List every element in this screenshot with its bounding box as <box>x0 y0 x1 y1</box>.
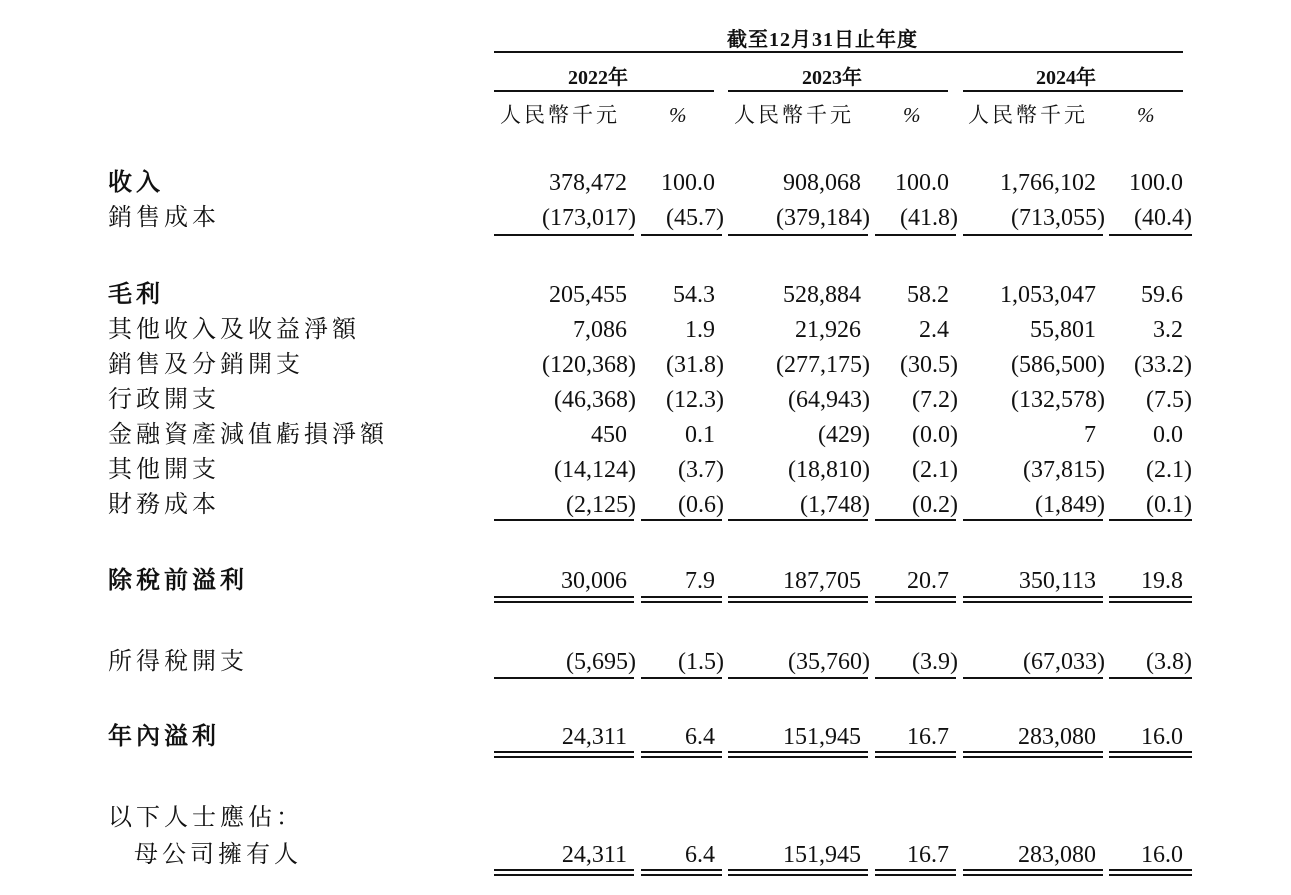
table-cell: (132,578) <box>1011 387 1105 413</box>
table-cell: (713,055) <box>1011 205 1105 231</box>
total-double-rule <box>728 596 868 603</box>
subtotal-rule <box>1109 519 1192 521</box>
table-cell: 7.9 <box>685 568 715 594</box>
year-2022-rule <box>494 90 714 92</box>
table-cell: 24,311 <box>561 724 627 750</box>
table-cell: 30,006 <box>561 568 627 594</box>
table-cell: 0.0 <box>1153 422 1183 448</box>
row-label-selling-expenses: 銷售及分銷開支 <box>108 352 304 378</box>
row-label-other-income: 其他收入及收益淨額 <box>108 317 360 343</box>
year-2024-rule <box>963 90 1183 92</box>
subtotal-rule <box>963 519 1103 521</box>
table-cell: (5,695) <box>566 649 636 675</box>
subtotal-rule <box>963 234 1103 236</box>
total-double-rule <box>963 596 1103 603</box>
total-double-rule <box>1109 596 1192 603</box>
table-cell: (64,943) <box>788 387 870 413</box>
table-cell: (173,017) <box>542 205 636 231</box>
row-label-admin-expenses: 行政開支 <box>108 387 220 413</box>
table-cell: 151,945 <box>783 842 861 868</box>
row-label-profit-for-year: 年內溢利 <box>108 724 220 750</box>
year-2023-rule <box>728 90 948 92</box>
total-double-rule <box>494 869 634 876</box>
total-double-rule <box>963 869 1103 876</box>
table-cell: 20.7 <box>907 568 949 594</box>
table-cell: 450 <box>591 422 627 448</box>
table-cell: 0.1 <box>685 422 715 448</box>
subtotal-rule <box>875 677 956 679</box>
table-cell: (46,368) <box>554 387 636 413</box>
table-cell: 283,080 <box>1018 724 1096 750</box>
table-cell: (35,760) <box>788 649 870 675</box>
total-double-rule <box>875 751 956 758</box>
row-label-finance-costs: 財務成本 <box>108 492 220 518</box>
table-cell: 2.4 <box>919 317 949 343</box>
table-cell: (18,810) <box>788 457 870 483</box>
unit-amount-2022: 人民幣千元 <box>500 103 620 127</box>
table-cell: (7.2) <box>912 387 958 413</box>
table-cell: 378,472 <box>549 170 627 196</box>
row-label-income-tax: 所得稅開支 <box>108 649 248 675</box>
row-label-other-expenses: 其他開支 <box>108 457 220 483</box>
table-cell: 6.4 <box>685 842 715 868</box>
table-cell: 283,080 <box>1018 842 1096 868</box>
table-cell: 100.0 <box>1129 170 1183 196</box>
table-cell: (7.5) <box>1146 387 1192 413</box>
table-cell: (3.8) <box>1146 649 1192 675</box>
table-cell: 54.3 <box>673 282 715 308</box>
table-cell: (379,184) <box>776 205 870 231</box>
subtotal-rule <box>875 234 956 236</box>
table-cell: (1.5) <box>678 649 724 675</box>
table-cell: (586,500) <box>1011 352 1105 378</box>
table-cell: (2.1) <box>1146 457 1192 483</box>
table-cell: (40.4) <box>1134 205 1192 231</box>
unit-pct-2024: % <box>1137 103 1158 127</box>
total-double-rule <box>875 596 956 603</box>
total-double-rule <box>1109 869 1192 876</box>
table-cell: (0.0) <box>912 422 958 448</box>
row-label-attributable: 以下人士應佔： <box>108 805 304 831</box>
subtotal-rule <box>494 234 634 236</box>
year-2023-header: 2023年 <box>802 67 862 89</box>
subtotal-rule <box>728 677 868 679</box>
table-cell: 19.8 <box>1141 568 1183 594</box>
subtotal-rule <box>875 519 956 521</box>
table-cell: 151,945 <box>783 724 861 750</box>
table-cell: (3.9) <box>912 649 958 675</box>
table-cell: (45.7) <box>666 205 724 231</box>
subtotal-rule <box>1109 234 1192 236</box>
table-cell: 59.6 <box>1141 282 1183 308</box>
table-cell: 187,705 <box>783 568 861 594</box>
total-double-rule <box>494 596 634 603</box>
total-double-rule <box>641 869 722 876</box>
table-cell: (1,849) <box>1035 492 1105 518</box>
period-rule <box>494 51 1183 53</box>
subtotal-rule <box>963 677 1103 679</box>
total-double-rule <box>728 869 868 876</box>
table-cell: 16.7 <box>907 842 949 868</box>
row-label-profit-before-tax: 除稅前溢利 <box>108 568 248 594</box>
table-cell: (37,815) <box>1023 457 1105 483</box>
total-double-rule <box>728 751 868 758</box>
table-cell: 100.0 <box>895 170 949 196</box>
table-cell: 16.0 <box>1141 842 1183 868</box>
table-cell: (67,033) <box>1023 649 1105 675</box>
row-label-gross-profit: 毛利 <box>108 282 164 308</box>
total-double-rule <box>494 751 634 758</box>
unit-amount-2024: 人民幣千元 <box>968 103 1088 127</box>
table-cell: 16.0 <box>1141 724 1183 750</box>
table-cell: (429) <box>818 422 870 448</box>
table-cell: (2.1) <box>912 457 958 483</box>
table-cell: (3.7) <box>678 457 724 483</box>
subtotal-rule <box>728 234 868 236</box>
subtotal-rule <box>494 519 634 521</box>
row-label-revenue: 收入 <box>108 170 164 196</box>
total-double-rule <box>641 596 722 603</box>
table-cell: (1,748) <box>800 492 870 518</box>
table-cell: (41.8) <box>900 205 958 231</box>
table-cell: (14,124) <box>554 457 636 483</box>
total-double-rule <box>875 869 956 876</box>
table-cell: 55,801 <box>1030 317 1096 343</box>
table-cell: 1.9 <box>685 317 715 343</box>
year-2022-header: 2022年 <box>568 67 628 89</box>
table-cell: 7,086 <box>573 317 627 343</box>
subtotal-rule <box>641 234 722 236</box>
total-double-rule <box>963 751 1103 758</box>
table-cell: 1,766,102 <box>1000 170 1096 196</box>
period-header: 截至12月31日止年度 <box>727 29 918 51</box>
table-cell: 908,068 <box>783 170 861 196</box>
subtotal-rule <box>641 677 722 679</box>
table-cell: 7 <box>1084 422 1096 448</box>
table-cell: 24,311 <box>561 842 627 868</box>
table-cell: (0.2) <box>912 492 958 518</box>
table-cell: 528,884 <box>783 282 861 308</box>
table-cell: (30.5) <box>900 352 958 378</box>
subtotal-rule <box>494 677 634 679</box>
row-label-impairment: 金融資產減值虧損淨額 <box>108 422 388 448</box>
table-cell: 3.2 <box>1153 317 1183 343</box>
unit-pct-2023: % <box>903 103 924 127</box>
table-cell: 58.2 <box>907 282 949 308</box>
total-double-rule <box>641 751 722 758</box>
table-cell: 205,455 <box>549 282 627 308</box>
table-cell: (33.2) <box>1134 352 1192 378</box>
table-cell: (120,368) <box>542 352 636 378</box>
year-2024-header: 2024年 <box>1036 67 1096 89</box>
table-cell: 6.4 <box>685 724 715 750</box>
row-label-owners-of-parent: 母公司擁有人 <box>134 842 302 868</box>
row-label-cost-of-sales: 銷售成本 <box>108 205 220 231</box>
table-cell: 1,053,047 <box>1000 282 1096 308</box>
table-cell: 100.0 <box>661 170 715 196</box>
unit-pct-2022: % <box>669 103 690 127</box>
table-cell: 21,926 <box>795 317 861 343</box>
subtotal-rule <box>641 519 722 521</box>
table-cell: 350,113 <box>1018 568 1096 594</box>
table-cell: (12.3) <box>666 387 724 413</box>
subtotal-rule <box>1109 677 1192 679</box>
total-double-rule <box>1109 751 1192 758</box>
table-cell: 16.7 <box>907 724 949 750</box>
table-cell: (2,125) <box>566 492 636 518</box>
subtotal-rule <box>728 519 868 521</box>
table-cell: (31.8) <box>666 352 724 378</box>
unit-amount-2023: 人民幣千元 <box>734 103 854 127</box>
table-cell: (0.1) <box>1146 492 1192 518</box>
table-cell: (277,175) <box>776 352 870 378</box>
table-cell: (0.6) <box>678 492 724 518</box>
